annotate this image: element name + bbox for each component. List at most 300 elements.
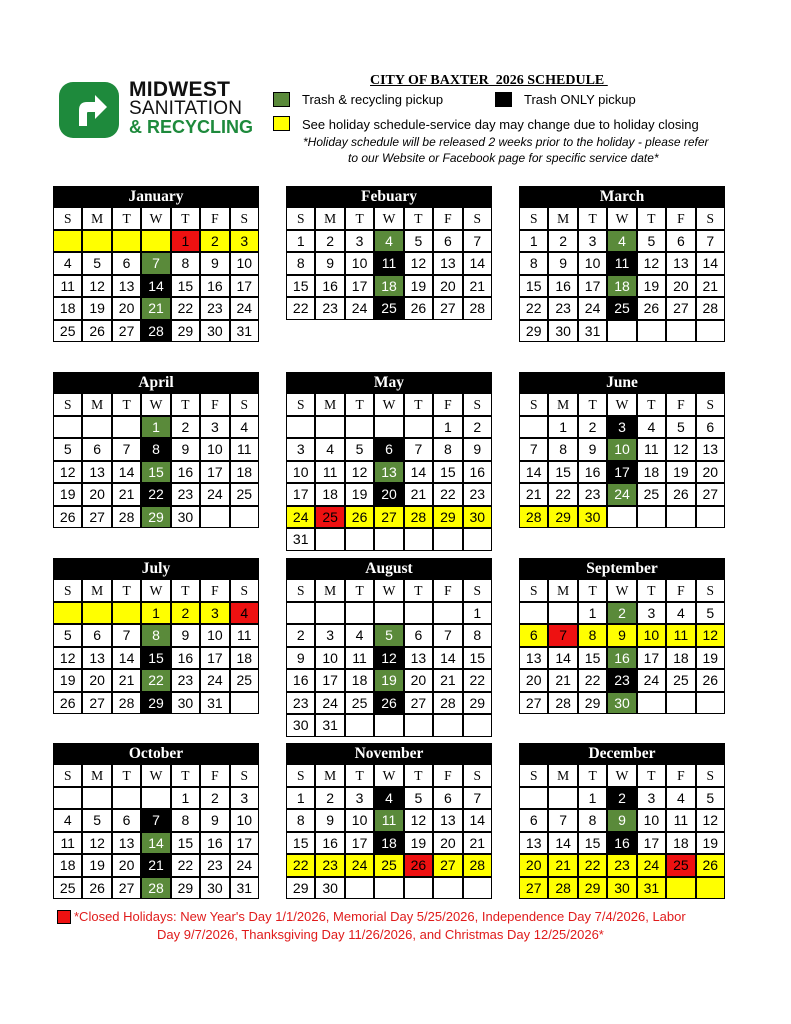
day-cell: 8 [578, 809, 607, 832]
day-cell: 9 [315, 252, 344, 275]
day-cell: 25 [230, 483, 259, 506]
weekday-header: S [463, 764, 492, 787]
empty-cell [463, 528, 492, 551]
empty-cell [315, 528, 344, 551]
day-cell: 16 [200, 275, 229, 298]
day-cell: 25 [374, 854, 403, 877]
day-cell: 30 [607, 877, 636, 900]
day-cell: 18 [230, 647, 259, 670]
day-cell: 5 [666, 416, 695, 439]
day-cell: 28 [141, 877, 170, 900]
weekday-header: S [286, 579, 315, 602]
day-cell: 11 [230, 624, 259, 647]
day-cell: 24 [637, 669, 666, 692]
day-cell: 15 [548, 461, 577, 484]
day-cell: 14 [463, 252, 492, 275]
day-cell: 17 [607, 461, 636, 484]
calendar-december [519, 743, 725, 896]
empty-cell [696, 692, 725, 715]
day-cell: 5 [82, 809, 111, 832]
day-cell: 10 [578, 252, 607, 275]
empty-cell [374, 714, 403, 737]
weekday-header: S [519, 207, 548, 230]
weekday-header: S [463, 207, 492, 230]
weekday-header: S [286, 764, 315, 787]
page-title: CITY OF BAXTER 2026 SCHEDULE [370, 73, 608, 88]
day-cell: 7 [548, 624, 577, 647]
day-cell: 27 [82, 692, 111, 715]
day-cell: 9 [607, 809, 636, 832]
empty-cell [519, 787, 548, 810]
weekday-header: W [141, 207, 170, 230]
day-cell: 23 [607, 854, 636, 877]
day-cell: 17 [230, 275, 259, 298]
day-cell: 27 [696, 483, 725, 506]
weekday-header: M [315, 764, 344, 787]
empty-cell [53, 787, 82, 810]
day-cell: 2 [607, 787, 636, 810]
weekday-header: M [315, 207, 344, 230]
day-cell: 26 [696, 669, 725, 692]
day-cell: 13 [519, 832, 548, 855]
day-cell: 11 [53, 275, 82, 298]
weekday-header: W [607, 207, 636, 230]
day-cell: 23 [200, 854, 229, 877]
day-cell: 25 [666, 854, 695, 877]
day-cell: 18 [666, 647, 695, 670]
day-cell: 19 [53, 483, 82, 506]
weekday-header: W [141, 393, 170, 416]
day-cell: 1 [141, 602, 170, 625]
day-cell: 4 [607, 230, 636, 253]
empty-cell [345, 528, 374, 551]
day-cell: 23 [171, 483, 200, 506]
day-cell: 26 [82, 320, 111, 343]
day-cell: 12 [696, 809, 725, 832]
day-cell: 30 [286, 714, 315, 737]
day-cell: 21 [463, 832, 492, 855]
day-cell: 1 [519, 230, 548, 253]
day-cell: 19 [345, 483, 374, 506]
weekday-header: T [112, 764, 141, 787]
day-cell: 26 [696, 854, 725, 877]
day-cell: 24 [578, 297, 607, 320]
day-cell: 31 [200, 692, 229, 715]
day-cell: 27 [112, 320, 141, 343]
day-cell: 6 [433, 230, 462, 253]
day-cell: 4 [53, 809, 82, 832]
day-cell: 20 [82, 669, 111, 692]
day-cell: 10 [315, 647, 344, 670]
empty-cell [637, 320, 666, 343]
day-cell: 27 [404, 692, 433, 715]
day-cell: 4 [230, 416, 259, 439]
weekday-header: T [171, 207, 200, 230]
day-cell: 15 [519, 275, 548, 298]
day-cell: 16 [607, 647, 636, 670]
day-cell: 5 [53, 624, 82, 647]
empty-cell [374, 528, 403, 551]
weekday-header: M [82, 579, 111, 602]
legend-green-swatch [273, 92, 290, 107]
weekday-header: S [519, 579, 548, 602]
empty-cell [519, 602, 548, 625]
weekday-header: F [433, 393, 462, 416]
day-cell: 19 [82, 297, 111, 320]
day-cell: 11 [230, 438, 259, 461]
day-cell: 3 [345, 230, 374, 253]
day-cell: 1 [171, 787, 200, 810]
day-cell: 22 [141, 483, 170, 506]
day-cell: 24 [200, 669, 229, 692]
day-cell: 16 [607, 832, 636, 855]
day-cell: 2 [607, 602, 636, 625]
weekday-header: W [607, 579, 636, 602]
day-cell: 30 [607, 692, 636, 715]
weekday-header: S [463, 579, 492, 602]
empty-cell [200, 506, 229, 529]
weekday-header: T [112, 207, 141, 230]
day-cell: 7 [112, 624, 141, 647]
weekday-header: T [578, 764, 607, 787]
day-cell: 29 [463, 692, 492, 715]
day-cell: 7 [463, 787, 492, 810]
day-cell: 15 [463, 647, 492, 670]
day-cell: 12 [666, 438, 695, 461]
day-cell: 28 [696, 297, 725, 320]
day-cell: 21 [112, 483, 141, 506]
day-cell: 12 [404, 809, 433, 832]
day-cell: 20 [519, 669, 548, 692]
day-cell: 9 [171, 438, 200, 461]
weekday-header: S [230, 579, 259, 602]
day-cell: 25 [230, 669, 259, 692]
day-cell: 5 [374, 624, 403, 647]
empty-cell [548, 787, 577, 810]
day-cell: 13 [433, 252, 462, 275]
empty-cell [666, 320, 695, 343]
empty-cell [404, 877, 433, 900]
day-cell: 3 [230, 787, 259, 810]
day-cell: 5 [404, 230, 433, 253]
day-cell: 27 [433, 297, 462, 320]
weekday-header: F [200, 579, 229, 602]
weekday-header: F [200, 764, 229, 787]
day-cell: 21 [112, 669, 141, 692]
day-cell: 1 [433, 416, 462, 439]
weekday-header: F [200, 393, 229, 416]
day-cell: 6 [404, 624, 433, 647]
day-cell: 16 [286, 669, 315, 692]
weekday-header: S [696, 393, 725, 416]
day-cell: 6 [519, 624, 548, 647]
weekday-header: S [53, 393, 82, 416]
day-cell: 29 [141, 506, 170, 529]
day-cell: 16 [315, 275, 344, 298]
day-cell: 30 [578, 506, 607, 529]
weekday-header: T [578, 393, 607, 416]
day-cell: 1 [171, 230, 200, 253]
day-cell: 24 [637, 854, 666, 877]
day-cell: 1 [463, 602, 492, 625]
weekday-header: W [607, 393, 636, 416]
day-cell: 21 [404, 483, 433, 506]
day-cell: 22 [286, 297, 315, 320]
day-cell: 29 [286, 877, 315, 900]
header [0, 0, 791, 180]
day-cell: 9 [171, 624, 200, 647]
day-cell: 22 [578, 669, 607, 692]
month-title: October [53, 743, 259, 764]
day-cell: 16 [171, 647, 200, 670]
day-cell: 14 [141, 832, 170, 855]
day-cell: 31 [286, 528, 315, 551]
empty-cell [345, 416, 374, 439]
day-cell: 4 [666, 602, 695, 625]
day-cell: 1 [578, 787, 607, 810]
day-cell: 8 [433, 438, 462, 461]
day-cell: 15 [171, 832, 200, 855]
day-cell: 12 [404, 252, 433, 275]
empty-cell [696, 320, 725, 343]
weekday-header: F [433, 579, 462, 602]
calendar-april [53, 372, 259, 525]
calendar-june [519, 372, 725, 525]
month-title: March [519, 186, 725, 207]
day-cell: 31 [578, 320, 607, 343]
day-cell: 16 [578, 461, 607, 484]
day-cell: 15 [578, 832, 607, 855]
day-cell: 19 [637, 275, 666, 298]
empty-cell [141, 787, 170, 810]
day-cell: 28 [463, 854, 492, 877]
empty-cell [230, 506, 259, 529]
month-title: June [519, 372, 725, 393]
day-cell: 20 [519, 854, 548, 877]
day-cell: 30 [171, 692, 200, 715]
day-cell: 20 [374, 483, 403, 506]
day-cell: 5 [696, 787, 725, 810]
weekday-header: T [637, 764, 666, 787]
day-cell: 7 [141, 252, 170, 275]
day-cell: 12 [82, 832, 111, 855]
day-cell: 9 [463, 438, 492, 461]
weekday-header: T [345, 393, 374, 416]
day-cell: 3 [315, 624, 344, 647]
empty-cell [433, 602, 462, 625]
day-cell: 24 [607, 483, 636, 506]
day-cell: 8 [286, 252, 315, 275]
day-cell: 15 [286, 275, 315, 298]
empty-cell [345, 877, 374, 900]
day-cell: 5 [82, 252, 111, 275]
day-cell: 8 [578, 624, 607, 647]
weekday-header: S [286, 393, 315, 416]
day-cell: 26 [374, 692, 403, 715]
day-cell: 7 [463, 230, 492, 253]
month-title: May [286, 372, 492, 393]
day-cell: 8 [141, 438, 170, 461]
day-cell: 18 [53, 854, 82, 877]
empty-cell [315, 416, 344, 439]
day-cell: 11 [666, 809, 695, 832]
day-cell: 3 [345, 787, 374, 810]
day-cell: 24 [230, 854, 259, 877]
day-cell: 5 [637, 230, 666, 253]
weekday-header: T [637, 393, 666, 416]
weekday-header: F [666, 579, 695, 602]
empty-cell [666, 506, 695, 529]
day-cell: 18 [374, 832, 403, 855]
weekday-header: M [315, 579, 344, 602]
day-cell: 11 [345, 647, 374, 670]
day-cell: 6 [112, 252, 141, 275]
empty-cell [286, 416, 315, 439]
day-cell: 13 [374, 461, 403, 484]
weekday-header: S [53, 764, 82, 787]
day-cell: 29 [171, 320, 200, 343]
day-cell: 9 [286, 647, 315, 670]
day-cell: 20 [82, 483, 111, 506]
day-cell: 10 [286, 461, 315, 484]
day-cell: 10 [607, 438, 636, 461]
day-cell: 1 [548, 416, 577, 439]
empty-cell [53, 230, 82, 253]
day-cell: 2 [315, 230, 344, 253]
weekday-header: T [404, 393, 433, 416]
day-cell: 8 [548, 438, 577, 461]
day-cell: 4 [315, 438, 344, 461]
day-cell: 17 [637, 647, 666, 670]
day-cell: 11 [374, 252, 403, 275]
day-cell: 6 [666, 230, 695, 253]
day-cell: 16 [315, 832, 344, 855]
day-cell: 4 [374, 787, 403, 810]
day-cell: 8 [171, 809, 200, 832]
day-cell: 6 [82, 438, 111, 461]
day-cell: 14 [404, 461, 433, 484]
day-cell: 9 [578, 438, 607, 461]
weekday-header: W [141, 579, 170, 602]
weekday-header: S [696, 207, 725, 230]
day-cell: 20 [433, 832, 462, 855]
empty-cell [374, 602, 403, 625]
empty-cell [607, 320, 636, 343]
day-cell: 18 [230, 461, 259, 484]
day-cell: 13 [112, 275, 141, 298]
day-cell: 13 [696, 438, 725, 461]
empty-cell [463, 714, 492, 737]
empty-cell [230, 692, 259, 715]
empty-cell [404, 714, 433, 737]
day-cell: 4 [345, 624, 374, 647]
day-cell: 13 [82, 461, 111, 484]
arrow-logo-icon [57, 80, 121, 140]
day-cell: 4 [230, 602, 259, 625]
weekday-header: W [374, 579, 403, 602]
day-cell: 25 [637, 483, 666, 506]
day-cell: 14 [519, 461, 548, 484]
day-cell: 3 [286, 438, 315, 461]
weekday-header: M [315, 393, 344, 416]
day-cell: 16 [171, 461, 200, 484]
day-cell: 28 [141, 320, 170, 343]
month-title: Febuary [286, 186, 492, 207]
day-cell: 7 [519, 438, 548, 461]
empty-cell [345, 602, 374, 625]
empty-cell [112, 787, 141, 810]
day-cell: 7 [548, 809, 577, 832]
day-cell: 14 [696, 252, 725, 275]
day-cell: 5 [345, 438, 374, 461]
day-cell: 18 [315, 483, 344, 506]
day-cell: 19 [374, 669, 403, 692]
day-cell: 21 [141, 297, 170, 320]
day-cell: 20 [112, 854, 141, 877]
day-cell: 3 [607, 416, 636, 439]
day-cell: 15 [171, 275, 200, 298]
day-cell: 26 [666, 483, 695, 506]
day-cell: 5 [404, 787, 433, 810]
day-cell: 22 [171, 297, 200, 320]
weekday-header: S [53, 579, 82, 602]
day-cell: 13 [112, 832, 141, 855]
day-cell: 29 [433, 506, 462, 529]
day-cell: 17 [578, 275, 607, 298]
day-cell: 7 [404, 438, 433, 461]
day-cell: 4 [637, 416, 666, 439]
day-cell: 23 [171, 669, 200, 692]
day-cell: 11 [374, 809, 403, 832]
day-cell: 23 [200, 297, 229, 320]
day-cell: 3 [637, 602, 666, 625]
day-cell: 27 [112, 877, 141, 900]
day-cell: 27 [666, 297, 695, 320]
day-cell: 8 [463, 624, 492, 647]
day-cell: 12 [82, 275, 111, 298]
empty-cell [433, 714, 462, 737]
day-cell: 20 [433, 275, 462, 298]
day-cell: 9 [200, 252, 229, 275]
day-cell: 10 [230, 809, 259, 832]
calendar-march [519, 186, 725, 339]
day-cell: 11 [53, 832, 82, 855]
day-cell: 27 [374, 506, 403, 529]
day-cell: 25 [374, 297, 403, 320]
day-cell: 10 [637, 624, 666, 647]
day-cell: 20 [696, 461, 725, 484]
day-cell: 17 [345, 275, 374, 298]
empty-cell [286, 602, 315, 625]
day-cell: 15 [141, 461, 170, 484]
empty-cell [637, 506, 666, 529]
day-cell: 2 [315, 787, 344, 810]
day-cell: 13 [519, 647, 548, 670]
day-cell: 7 [112, 438, 141, 461]
calendar-september [519, 558, 725, 711]
day-cell: 6 [433, 787, 462, 810]
day-cell: 28 [433, 692, 462, 715]
day-cell: 2 [463, 416, 492, 439]
day-cell: 17 [200, 647, 229, 670]
weekday-header: T [637, 207, 666, 230]
weekday-header: M [82, 393, 111, 416]
logo-line-3: & RECYCLING [129, 117, 254, 137]
logo-line-1: MIDWEST [129, 78, 231, 101]
legend-green-label: Trash & recycling pickup [302, 92, 444, 107]
empty-cell [315, 602, 344, 625]
day-cell: 25 [53, 320, 82, 343]
